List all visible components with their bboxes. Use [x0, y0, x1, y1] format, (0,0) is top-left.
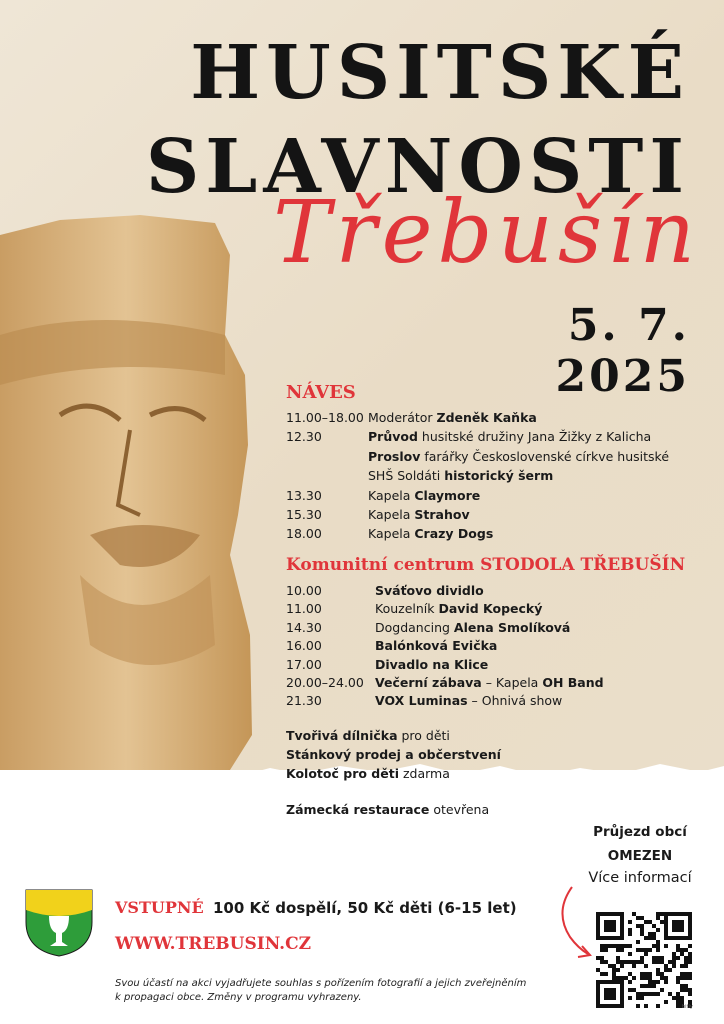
program-highlight: Večerní zábava [375, 675, 482, 690]
program-highlight: Proslov [368, 448, 421, 464]
program-time: 11.00 [286, 601, 322, 617]
program-time: 14.30 [286, 619, 322, 635]
entry-label: VSTUPNÉ [115, 898, 204, 917]
program-time: 12.30 [286, 429, 322, 445]
program-highlight: Balónková Evička [375, 638, 498, 654]
extras-highlight: Tvořivá dílnička [286, 728, 398, 743]
disclaimer-text: Svou účastí na akci vyjadřujete souhlas s pořízením fotografií a jejich zveřejněním k propagaci obce. Změny v programu vyhrazeny. [115, 978, 527, 1003]
program-time: 11.00–18.00 [286, 410, 364, 425]
notice-line-3: Více informací [588, 870, 692, 886]
program-time: 20.00–24.00 [286, 675, 364, 690]
website-link[interactable]: WWW.TREBUSIN.CZ [115, 934, 312, 954]
extras-item [286, 747, 501, 762]
program-highlight: Zdeněk Kaňka [436, 410, 537, 425]
extras-highlight: Zámecká restaurace [286, 802, 430, 817]
extras-text: otevřena [429, 802, 490, 817]
extras-item [286, 766, 450, 781]
program-highlight: Crazy Dogs [414, 526, 494, 542]
carved-wooden-statue [0, 215, 260, 775]
program-text: Kapela [368, 526, 415, 542]
program-description [368, 409, 537, 427]
program-highlight: VOX Luminas [375, 693, 468, 709]
section-title-stodola: Komunitní centrum STODOLA TŘEBUŠÍN [286, 555, 686, 575]
qr-caption: bitly [682, 1004, 693, 1010]
program-description [375, 582, 484, 600]
program-highlight: Alena Smolíková [453, 619, 571, 635]
event-date: 5. 7. 2025 [555, 300, 690, 402]
qr-code-icon[interactable] [594, 910, 694, 1010]
program-description [375, 637, 497, 655]
extras-highlight: Kolotoč pro děti [286, 766, 399, 781]
program-description [368, 487, 480, 505]
extras-item [286, 802, 489, 817]
program-description [375, 692, 562, 710]
program-time: 16.00 [286, 638, 322, 654]
program-text: Moderátor [368, 410, 437, 425]
program-text: Kouzelník [375, 601, 439, 617]
entry-price: 100 Kč dospělí, 50 Kč děti (6-15 let) [213, 899, 517, 917]
section-title-naves: NÁVES [286, 382, 356, 403]
program-text: – Ohnivá show [467, 693, 563, 709]
town-name: Třebušín [273, 183, 700, 283]
title-line-2: SLAVNOSTI [145, 124, 690, 210]
program-text: SHŠ Soldáti [368, 468, 445, 484]
program-time: 15.30 [286, 507, 322, 522]
village-coat-of-arms-icon [24, 888, 94, 958]
program-text: farářky Československé církve husitské [420, 448, 670, 464]
program-time: 17.00 [286, 656, 322, 672]
program-description [375, 674, 604, 692]
program-highlight: Strahov [414, 507, 470, 522]
program-highlight: Sváťovo dividlo [375, 583, 484, 598]
program-highlight: Claymore [414, 487, 481, 503]
program-highlight: Průvod [368, 429, 418, 445]
program-time: 21.30 [286, 693, 322, 709]
program-highlight: historický šerm [444, 468, 554, 484]
extras-item [286, 728, 450, 743]
program-text: Kapela [368, 507, 415, 522]
program-highlight: David Kopecký [438, 601, 543, 617]
program-description [375, 600, 542, 618]
program-highlight: Divadlo na Klice [375, 656, 489, 672]
program-description [375, 619, 570, 637]
program-text: husitské družiny Jana Žižky z Kalicha [417, 429, 652, 445]
extras-text: zdarma [399, 766, 450, 781]
program-description [368, 428, 651, 446]
program-time: 18.00 [286, 526, 322, 542]
program-time: 10.00 [286, 583, 322, 598]
program-highlight: OH Band [542, 675, 604, 690]
notice-line-1: Průjezd obcí [593, 824, 687, 840]
program-text: Dogdancing [375, 619, 454, 635]
program-time: 13.30 [286, 487, 322, 503]
program-description [368, 506, 470, 524]
notice-line-2: OMEZEN [607, 848, 673, 864]
extras-highlight: Stánkový prodej a občerstvení [286, 747, 501, 762]
title-line-1: HUSITSKÉ [190, 30, 690, 116]
program-description [375, 656, 488, 674]
program-description [368, 525, 493, 543]
program-description [368, 448, 669, 466]
program-text: Kapela [368, 487, 415, 503]
extras-text: pro děti [397, 728, 450, 743]
program-description [368, 467, 553, 485]
program-text: – Kapela [481, 675, 543, 690]
